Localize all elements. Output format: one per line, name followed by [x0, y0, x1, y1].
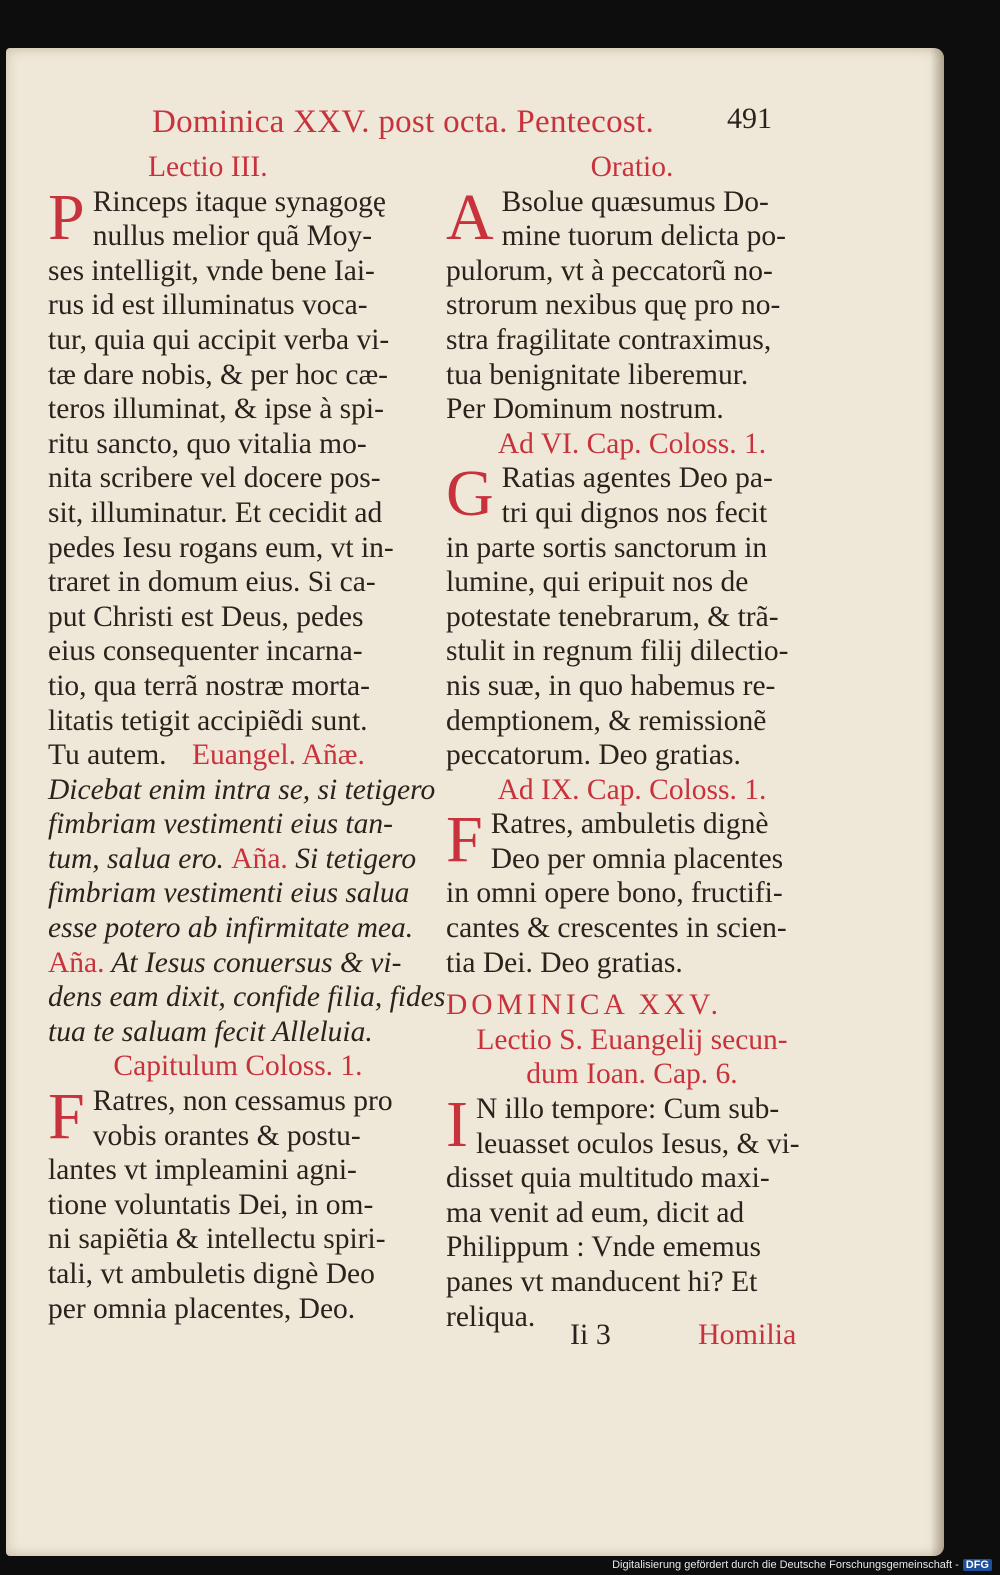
ad-ix-drop-initial: F	[446, 803, 483, 877]
oratio-line: mine tuorum delicta po-	[501, 220, 786, 253]
dominica-heading: DOMINICA XXV.	[446, 989, 723, 1022]
lectio-line: put Christi est Deus, pedes	[48, 600, 364, 633]
evangelium-line: ma venit ad eum, dicit ad	[446, 1196, 745, 1229]
lectio-line: litatis tetigit accipiẽdi sunt.	[48, 704, 368, 737]
antiphon-text: At Iesus conuersus & vi-	[111, 946, 402, 979]
lectio-line: pedes Iesu rogans eum, vt in-	[48, 531, 394, 564]
evangel-antiphon-label: Euangel. Añæ.	[191, 739, 365, 772]
evangelium-line: N illo tempore: Cum sub-	[475, 1093, 780, 1126]
lectio-line: tur, quia qui accipit verba vi-	[48, 323, 390, 356]
ad-ix-heading: Ad IX. Cap. Coloss. 1.	[497, 773, 767, 806]
evangelium-drop-initial: I	[446, 1088, 468, 1162]
ad-vi-line: stulit in regnum filij dilectio-	[446, 635, 789, 668]
digitization-credit	[612, 1559, 992, 1571]
ad-vi-drop-initial: G	[446, 457, 494, 531]
ad-ix-line: Deo per omnia placentes	[490, 842, 784, 875]
antiphon-line: esse potero ab infirmitate mea.	[48, 912, 414, 945]
antiphon-line	[48, 946, 428, 981]
running-head-text: Dominica XXV. post octa. Pentecost.	[152, 104, 655, 140]
tu-autem: Tu autem.	[48, 739, 167, 772]
antiphon-text: tum, salua ero.	[48, 842, 224, 875]
ad-vi-paragraph	[446, 457, 818, 772]
page-number: 491	[727, 102, 772, 135]
capitulum-paragraph	[48, 1080, 428, 1326]
lectio-drop-initial: P	[48, 180, 85, 254]
antiphon-line: fimbriam vestimenti eius salua	[48, 877, 410, 910]
oratio-line: tua benignitate liberemur.	[446, 358, 749, 391]
ad-vi-line: nis suæ, in quo habemus re-	[446, 669, 776, 702]
ad-vi-heading: Ad VI. Cap. Coloss. 1.	[497, 427, 767, 460]
lectio-line: nullus melior quã Moy-	[92, 220, 373, 253]
ad-vi-line: in parte sortis sanctorum in	[446, 531, 768, 564]
capitulum-heading: Capitulum Coloss. 1.	[113, 1050, 363, 1083]
lectio-line: eius consequenter incarna-	[48, 635, 363, 668]
oratio-line: Bsolue quæsumus Do-	[501, 185, 769, 218]
evangelium-paragraph	[446, 1088, 818, 1334]
ad-ix-paragraph	[446, 803, 818, 980]
evangelium-heading: Lectio S. Euangelij secun-	[476, 1023, 788, 1056]
antiphon-line: dens eam dixit, confide filia, fides	[48, 981, 446, 1014]
lectio-line: sit, illuminatur. Et cecidit ad	[48, 496, 383, 529]
running-head	[152, 104, 654, 141]
lectio-line: traret in domum eius. Si ca-	[48, 566, 376, 599]
lectio-paragraph	[48, 180, 428, 739]
ad-ix-line: Ratres, ambuletis dignè	[490, 808, 769, 841]
evangelium-line: Philippum : Vnde ememus	[446, 1231, 761, 1264]
tu-autem-line	[48, 738, 428, 773]
antiphon-label: Aña.	[48, 946, 105, 979]
antiphon-line: tua te saluam fecit Alleluia.	[48, 1015, 373, 1048]
antiphon-block	[48, 773, 446, 1050]
credit-text: Digitalisierung gefördert durch die Deutsche Forschungsgemeinschaft -	[612, 1559, 959, 1571]
lectio-line: ses intelligit, vnde bene Iai-	[48, 254, 375, 287]
lectio-line: nita scribere vel docere pos-	[48, 462, 381, 495]
lectio-line: tæ dare nobis, & per hoc cæ-	[48, 358, 388, 391]
catchword: Homilia	[698, 1318, 797, 1351]
antiphon-text: Si tetigero	[295, 842, 417, 875]
lectio-heading: Lectio III.	[148, 151, 268, 183]
ad-ix-line: cantes & crescentes in scien-	[446, 912, 787, 945]
ad-vi-line: potestate tenebrarum, & trã-	[446, 600, 779, 633]
dfg-logo: DFG	[963, 1559, 992, 1571]
ad-vi-line: Ratias agentes Deo pa-	[501, 462, 773, 495]
evangelium-line: disset quia multitudo maxi-	[446, 1162, 770, 1195]
oratio-drop-initial: A	[446, 180, 494, 254]
right-column	[446, 150, 818, 1334]
ad-ix-line: in omni opere bono, fructifi-	[446, 877, 783, 910]
evangelium-heading: dum Ioan. Cap. 6.	[526, 1058, 738, 1091]
capitulum-line: tali, vt ambuletis dignè Deo	[48, 1258, 375, 1290]
capitulum-line: lantes vt impleamini agni-	[48, 1154, 357, 1187]
evangelium-line: leuasset oculos Iesus, & vi-	[475, 1127, 800, 1160]
lectio-line: tio, qua terrã nostræ morta-	[48, 669, 370, 702]
antiphon-line: fimbriam vestimenti eius tan-	[48, 808, 393, 841]
capitulum-line: per omnia placentes, Deo.	[48, 1292, 356, 1325]
capitulum-line: tione voluntatis Dei, in om-	[48, 1188, 374, 1221]
capitulum-line: ni sapiẽtia & intellectu spiri-	[48, 1223, 386, 1256]
oratio-paragraph	[446, 180, 818, 427]
oratio-line: stra fragilitate contraximus,	[446, 323, 772, 356]
capitulum-drop-initial: F	[48, 1080, 85, 1154]
capitulum-line: Ratres, non cessamus pro	[92, 1085, 393, 1118]
antiphon-label: Aña.	[231, 842, 288, 875]
lectio-line: teros illuminat, & ipse à spi-	[48, 393, 384, 426]
oratio-line: strorum nexibus quę pro no-	[446, 289, 781, 322]
oratio-heading: Oratio.	[590, 151, 674, 183]
ad-ix-line: tia Dei. Deo gratias.	[446, 946, 683, 979]
evangelium-line: reliqua.	[446, 1300, 536, 1333]
oratio-line: Per Dominum nostrum.	[446, 393, 724, 426]
ad-vi-line: tri qui dignos nos fecit	[501, 496, 768, 529]
capitulum-line: vobis orantes & postu-	[92, 1119, 361, 1152]
left-column	[48, 150, 446, 1326]
ad-vi-line: demptionem, & remissionẽ	[446, 704, 767, 737]
antiphon-line: Dicebat enim intra se, si tetigero	[48, 773, 436, 806]
oratio-line: pulorum, vt à peccatorũ no-	[446, 254, 773, 287]
ad-vi-line: lumine, qui eripuit nos de	[446, 566, 749, 599]
evangelium-line: panes vt manducent hi? Et	[446, 1266, 758, 1298]
ad-vi-line: peccatorum. Deo gratias.	[446, 739, 741, 772]
lectio-line: rus id est illuminatus voca-	[48, 289, 368, 322]
antiphon-line	[48, 842, 428, 877]
lectio-line: ritu sancto, quo vitalia mo-	[48, 427, 367, 460]
lectio-line: Rinceps itaque synagogę	[92, 185, 387, 218]
signature-mark: Ii 3	[570, 1318, 611, 1351]
